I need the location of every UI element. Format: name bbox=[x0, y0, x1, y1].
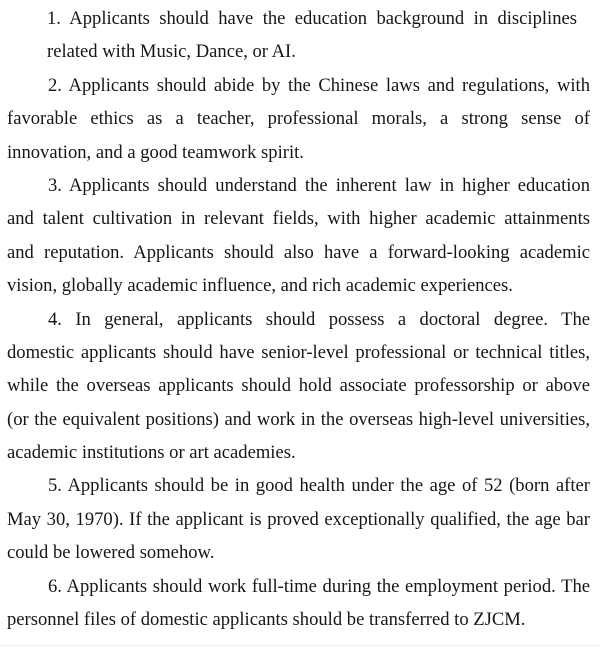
paragraph-6 bbox=[7, 570, 590, 637]
text-line: personnel files of domestic applicants should be transferred to ZJCM. bbox=[7, 609, 526, 631]
paragraph-4 bbox=[7, 303, 590, 470]
text-line: 5. Applicants should be in good health under the age of 52 (born after bbox=[48, 475, 590, 497]
text-line: May 30, 1970). If the applicant is proved exceptionally qualified, the age bar bbox=[7, 508, 590, 530]
text-line: academic institutions or art academies. bbox=[7, 442, 296, 464]
paragraph-3 bbox=[7, 169, 590, 303]
text-line: 1. Applicants should have the education background in disciplines bbox=[47, 8, 577, 29]
text-line: (or the equivalent positions) and work in the overseas high-level universities, bbox=[7, 408, 590, 430]
text-line: vision, globally academic influence, and rich academic experiences. bbox=[7, 275, 513, 297]
text-line: could be lowered somehow. bbox=[7, 542, 215, 564]
text-line: favorable ethics as a teacher, professional morals, a strong sense of bbox=[7, 108, 590, 130]
text-line: related with Music, Dance, or AI. bbox=[47, 41, 296, 63]
text-line: and reputation. Applicants should also have a forward-looking academic bbox=[7, 241, 590, 263]
paragraph-1 bbox=[7, 2, 590, 69]
text-line: innovation, and a good teamwork spirit. bbox=[7, 141, 304, 163]
text-line: domestic applicants should have senior-level professional or technical titles, bbox=[7, 341, 590, 363]
text-line: 4. In general, applicants should possess a doctoral degree. The bbox=[48, 308, 590, 330]
paragraph-2 bbox=[7, 69, 590, 169]
text-line: and talent cultivation in relevant fields, with higher academic attainments bbox=[7, 208, 590, 230]
text-line: 2. Applicants should abide by the Chinese laws and regulations, with bbox=[48, 74, 590, 96]
page-edge-divider bbox=[0, 645, 600, 646]
text-line: 3. Applicants should understand the inherent law in higher education bbox=[48, 174, 590, 196]
text-line: while the overseas applicants should hold associate professorship or above bbox=[7, 375, 590, 397]
text-line: 6. Applicants should work full-time during the employment period. The bbox=[48, 575, 590, 597]
paragraph-5 bbox=[7, 469, 590, 569]
